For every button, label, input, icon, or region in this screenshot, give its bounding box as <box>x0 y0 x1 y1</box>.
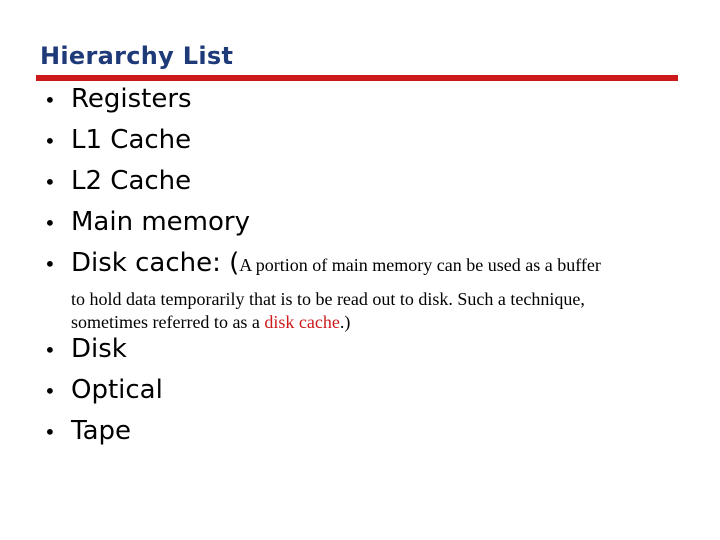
list-item-label: Tape <box>71 416 132 446</box>
title-underline <box>36 75 678 81</box>
bullet-icon: • <box>44 420 56 444</box>
list-item-disk <box>44 334 163 375</box>
list-item-label: Disk <box>71 334 127 364</box>
disk-cache-note-line2: to hold data temporarily that is to be read out to disk. Such a technique, <box>71 289 585 309</box>
note-text-end: .) <box>339 312 351 332</box>
list-item-l1-cache <box>44 125 601 166</box>
hierarchy-list <box>44 84 601 289</box>
disk-cache-note-line1: A portion of main memory can be used as a buffer <box>239 255 601 275</box>
bullet-icon: • <box>44 88 56 112</box>
note-text: sometimes referred to as a <box>71 312 265 332</box>
hierarchy-list-secondary <box>44 334 163 457</box>
list-item-optical <box>44 375 163 416</box>
bullet-icon: • <box>44 379 56 403</box>
list-item-label: Main memory <box>71 207 250 237</box>
bullet-icon: • <box>44 252 56 276</box>
list-item-main-memory <box>44 207 601 248</box>
slide-title: Hierarchy List <box>40 42 234 70</box>
list-item-label: L2 Cache <box>71 166 192 196</box>
list-item-label: L1 Cache <box>71 125 192 155</box>
bullet-icon: • <box>44 129 56 153</box>
disk-cache-note-line3 <box>71 311 691 334</box>
disk-cache-note <box>71 288 691 334</box>
note-emphasis: disk cache <box>264 312 340 332</box>
list-item-tape <box>44 416 163 457</box>
list-item-l2-cache <box>44 166 601 207</box>
list-item-disk-cache <box>44 248 601 289</box>
list-item-label <box>71 248 601 278</box>
bullet-icon: • <box>44 211 56 235</box>
list-item-registers <box>44 84 601 125</box>
disk-cache-label: Disk cache: ( <box>71 248 240 278</box>
list-item-label: Optical <box>71 375 163 405</box>
bullet-icon: • <box>44 338 56 362</box>
bullet-icon: • <box>44 170 56 194</box>
list-item-label: Registers <box>71 84 192 114</box>
